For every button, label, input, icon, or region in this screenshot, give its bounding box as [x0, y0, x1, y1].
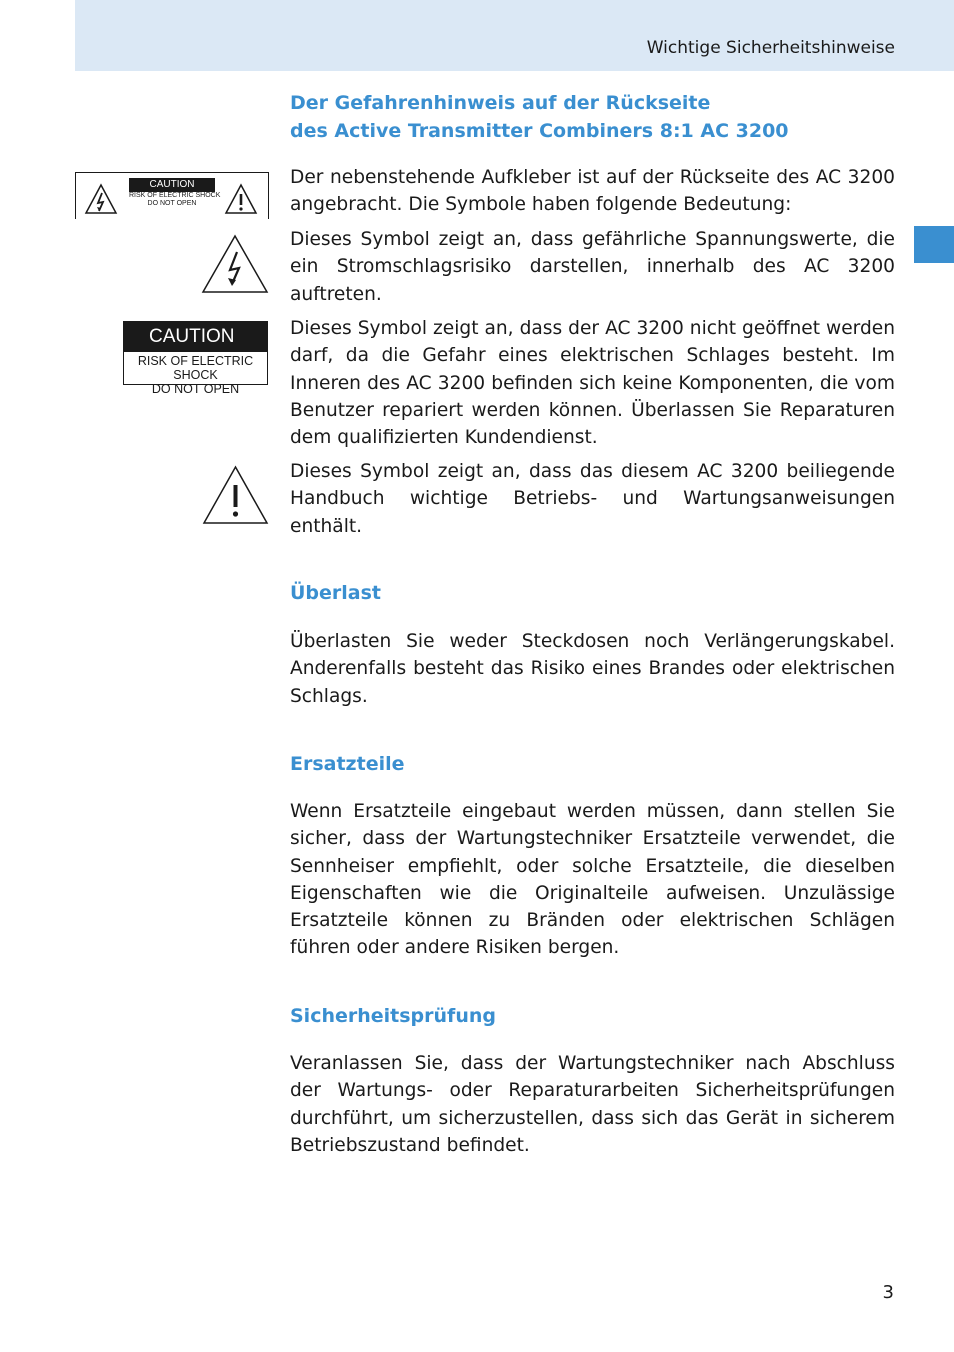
- exclamation-triangle-icon: [224, 183, 258, 215]
- sticker-caution-label: [129, 178, 221, 214]
- section-heading-line-2: des Active Transmitter Combiners 8:1 AC 3200: [290, 120, 789, 142]
- section-heading-ueberlast: Überlast: [290, 582, 382, 604]
- ersatzteile-paragraph: Wenn Ersatzteile eingebaut werden müssen, dann stellen Sie sicher, dass der Wartungstechniker Ersatzteile verwendet, die Sennheiser empfiehlt, oder solche Ersatzteile, die dieselben Eigenschaften wie die Originalteile aufweisen. Unzulässige Ersatzteile können zu Bränden oder elektrischen Schlägen führen oder andere Risiken bergen.: [290, 801, 895, 959]
- running-header-title: Wichtige Sicherheitshinweise: [646, 38, 895, 58]
- exclamation-triangle-icon: [202, 465, 269, 525]
- rear-sticker-illustration: [75, 172, 269, 219]
- caution-label-line-1: RISK OF ELECTRIC SHOCK: [137, 354, 254, 382]
- page-number: 3: [882, 1282, 894, 1303]
- chapter-tab-marker: [914, 226, 954, 263]
- exclamation-symbol-paragraph: Dieses Symbol zeigt an, dass das diesem AC 3200 beiliegende Handbuch wichtige Betriebs- und Wartungsanweisungen enthält.: [290, 461, 895, 537]
- caution-label-line-2: DO NOT OPEN: [151, 382, 240, 396]
- section-heading-ersatzteile: Ersatzteile: [290, 753, 405, 775]
- sticker-caution-title: CAUTION: [129, 178, 215, 192]
- caution-symbol-paragraph: Dieses Symbol zeigt an, dass der AC 3200 nicht geöffnet werden darf, da die Gefahr eines elektrischen Schlages besteht. Im Inneren des AC 3200 befinden sich keine Komponenten, die vom Benutzer repariert werden können. Überlassen Sie Reparaturen dem qualifizierten Kundendienst.: [290, 318, 895, 449]
- section-heading-sicherheitspruefung: Sicherheitsprüfung: [290, 1005, 496, 1027]
- lightning-triangle-icon: [84, 183, 118, 215]
- voltage-symbol-paragraph: Dieses Symbol zeigt an, dass gefährliche Spannungswerte, die ein Stromschlagsrisiko darstellen, innerhalb des AC 3200 auftreten.: [290, 229, 895, 305]
- sticker-caution-line-2: DO NOT OPEN: [147, 200, 197, 207]
- header-band: [75, 0, 954, 71]
- caution-label-title: CAUTION: [124, 322, 267, 352]
- sicherheitspruefung-paragraph: Veranlassen Sie, dass der Wartungstechniker nach Abschluss der Wartungs- oder Reparaturarbeiten Sicherheitsprüfungen durchführt, um sicherzustellen, dass sich das Gerät in sicherem Betriebszustand befindet.: [290, 1053, 895, 1156]
- caution-label-illustration: [123, 321, 268, 396]
- lightning-triangle-icon: [201, 234, 269, 294]
- ueberlast-paragraph: Überlasten Sie weder Steckdosen noch Verlängerungskabel. Anderenfalls besteht das Risiko eines Brandes oder elektrischen Schlags.: [290, 631, 895, 707]
- section-heading-rueckseite: [290, 89, 895, 145]
- section-heading-line-1: Der Gefahrenhinweis auf der Rückseite: [290, 92, 711, 114]
- intro-paragraph: Der nebenstehende Aufkleber ist auf der Rückseite des AC 3200 angebracht. Die Symbole haben folgende Bedeutung:: [290, 167, 895, 216]
- sticker-caution-line-1: RISK OF ELECTRIC SHOCK: [129, 192, 221, 199]
